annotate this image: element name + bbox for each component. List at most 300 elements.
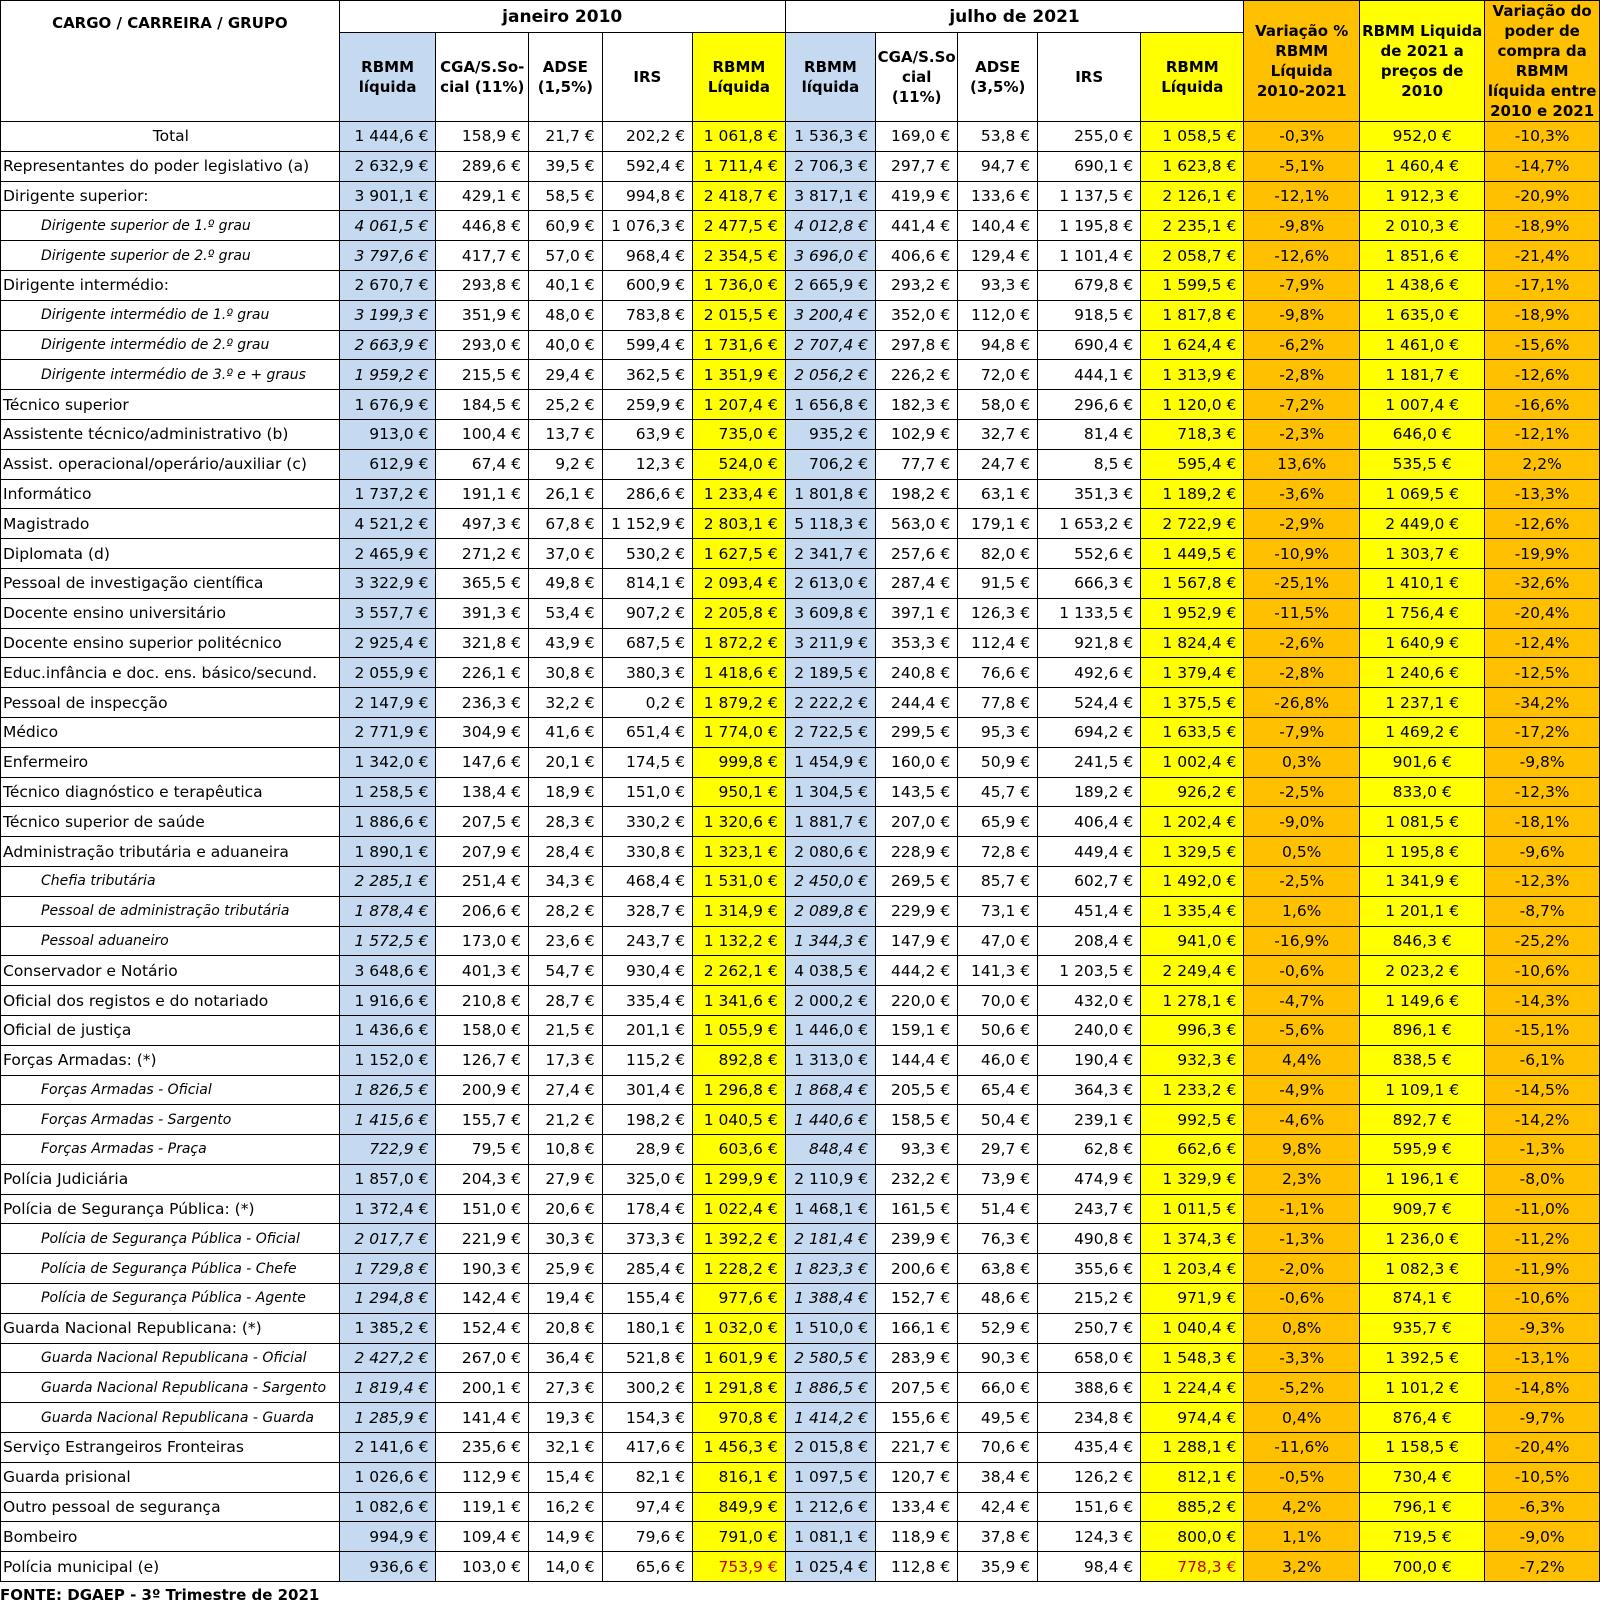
cell-var-poder-compra: -7,2% (1485, 1552, 1600, 1582)
cell-adse-2021: 53,8 € (958, 122, 1038, 152)
cell-cga-2010: 401,3 € (436, 956, 529, 986)
cell-irs-2021: 918,5 € (1038, 300, 1141, 330)
header-rbmm-liquida-2021: RBMM líquida (785, 33, 875, 122)
cell-rbmm-liq-2010: 1 418,6 € (693, 658, 786, 688)
cell-var-poder-compra: -9,6% (1485, 837, 1600, 867)
cell-cga-2021: 353,3 € (876, 628, 958, 658)
table-row (1, 1522, 1600, 1552)
row-label: Dirigente intermédio de 1.º grau (1, 300, 340, 330)
cell-cga-2010: 417,7 € (436, 241, 529, 271)
table-row (1, 241, 1600, 271)
cell-rbmm-liq-2021: 1 011,5 € (1141, 1194, 1244, 1224)
cell-rbmm-liq-2010: 1 531,0 € (693, 866, 786, 896)
cell-rbmm-liq-2021: 1 824,4 € (1141, 628, 1244, 658)
cell-rbmm-liq-2021: 1 040,4 € (1141, 1313, 1244, 1343)
table-row (1, 1015, 1600, 1045)
cell-irs-2010: 198,2 € (602, 1105, 692, 1135)
cell-irs-2010: 151,0 € (602, 777, 692, 807)
cell-adse-2021: 32,7 € (958, 419, 1038, 449)
cell-rbmm-liquida-2010: 1 890,1 € (339, 837, 436, 867)
cell-rbmm-liq-2021: 1 189,2 € (1141, 479, 1244, 509)
cell-adse-2010: 14,9 € (529, 1522, 603, 1552)
cell-cga-2021: 397,1 € (876, 598, 958, 628)
cell-cga-2010: 304,9 € (436, 717, 529, 747)
cell-var-pct: -11,5% (1244, 598, 1360, 628)
cell-cga-2021: 161,5 € (876, 1194, 958, 1224)
cell-irs-2021: 8,5 € (1038, 449, 1141, 479)
cell-rbmm-liquida-2021: 1 868,4 € (785, 1075, 875, 1105)
cell-adse-2021: 112,4 € (958, 628, 1038, 658)
cell-cga-2021: 297,8 € (876, 330, 958, 360)
cell-rbmm-2010-prices: 595,9 € (1360, 1135, 1485, 1165)
cell-irs-2021: 474,9 € (1038, 1164, 1141, 1194)
cell-rbmm-2010-prices: 1 195,8 € (1360, 837, 1485, 867)
cell-rbmm-liq-2010: 1 456,3 € (693, 1433, 786, 1463)
cell-cga-2010: 67,4 € (436, 449, 529, 479)
cell-rbmm-liquida-2021: 1 801,8 € (785, 479, 875, 509)
cell-var-pct: -0,3% (1244, 122, 1360, 152)
cell-irs-2010: 994,8 € (602, 181, 692, 211)
header-cargo: CARGO / CARREIRA / GRUPO (1, 1, 340, 122)
cell-adse-2010: 48,0 € (529, 300, 603, 330)
cell-cga-2021: 77,7 € (876, 449, 958, 479)
cell-cga-2021: 239,9 € (876, 1224, 958, 1254)
cell-rbmm-liq-2010: 1 351,9 € (693, 360, 786, 390)
cell-irs-2021: 364,3 € (1038, 1075, 1141, 1105)
cell-var-pct: -12,1% (1244, 181, 1360, 211)
cell-irs-2010: 687,5 € (602, 628, 692, 658)
cell-rbmm-2010-prices: 1 236,0 € (1360, 1224, 1485, 1254)
cell-var-poder-compra: -13,1% (1485, 1343, 1600, 1373)
cell-irs-2021: 406,4 € (1038, 807, 1141, 837)
cell-irs-2010: 201,1 € (602, 1015, 692, 1045)
cell-var-poder-compra: -9,0% (1485, 1522, 1600, 1552)
cell-var-poder-compra: -15,6% (1485, 330, 1600, 360)
cell-var-pct: -3,6% (1244, 479, 1360, 509)
cell-rbmm-liquida-2010: 2 670,7 € (339, 270, 436, 300)
cell-irs-2010: 651,4 € (602, 717, 692, 747)
cell-rbmm-liquida-2021: 1 097,5 € (785, 1462, 875, 1492)
cell-rbmm-liquida-2010: 3 901,1 € (339, 181, 436, 211)
cell-rbmm-liquida-2010: 1 676,9 € (339, 390, 436, 420)
row-label: Técnico diagnóstico e terapêutica (1, 777, 340, 807)
row-label: Chefia tributária (1, 866, 340, 896)
cell-var-pct: 13,6% (1244, 449, 1360, 479)
cell-adse-2010: 20,1 € (529, 747, 603, 777)
table-row (1, 807, 1600, 837)
cell-rbmm-liq-2010: 1 132,2 € (693, 926, 786, 956)
cell-var-pct: -7,9% (1244, 717, 1360, 747)
table-row (1, 1254, 1600, 1284)
cell-adse-2010: 60,9 € (529, 211, 603, 241)
table-row (1, 1224, 1600, 1254)
cell-rbmm-liq-2021: 2 722,9 € (1141, 509, 1244, 539)
cell-rbmm-liq-2010: 1 341,6 € (693, 986, 786, 1016)
cell-rbmm-2010-prices: 1 640,9 € (1360, 628, 1485, 658)
cell-var-pct: -25,1% (1244, 568, 1360, 598)
cell-rbmm-liquida-2021: 3 696,0 € (785, 241, 875, 271)
cell-rbmm-liquida-2021: 1 414,2 € (785, 1403, 875, 1433)
cell-cga-2010: 173,0 € (436, 926, 529, 956)
cell-irs-2010: 115,2 € (602, 1045, 692, 1075)
cell-adse-2021: 37,8 € (958, 1522, 1038, 1552)
cell-rbmm-liquida-2021: 1 388,4 € (785, 1284, 875, 1314)
cell-adse-2010: 37,0 € (529, 539, 603, 569)
cell-rbmm-liq-2021: 1 335,4 € (1141, 896, 1244, 926)
cell-rbmm-liquida-2021: 1 823,3 € (785, 1254, 875, 1284)
cell-adse-2021: 179,1 € (958, 509, 1038, 539)
cell-rbmm-liquida-2021: 3 817,1 € (785, 181, 875, 211)
table-row (1, 1164, 1600, 1194)
cell-rbmm-liq-2010: 1 879,2 € (693, 688, 786, 718)
header-period-2010: janeiro 2010 (339, 1, 785, 33)
cell-cga-2010: 138,4 € (436, 777, 529, 807)
row-label: Magistrado (1, 509, 340, 539)
cell-adse-2010: 26,1 € (529, 479, 603, 509)
cell-rbmm-liquida-2010: 1 444,6 € (339, 122, 436, 152)
cell-rbmm-liq-2010: 1 774,0 € (693, 717, 786, 747)
cell-irs-2010: 373,3 € (602, 1224, 692, 1254)
cell-rbmm-2010-prices: 1 438,6 € (1360, 270, 1485, 300)
cell-rbmm-2010-prices: 892,7 € (1360, 1105, 1485, 1135)
cell-irs-2010: 968,4 € (602, 241, 692, 271)
cell-rbmm-2010-prices: 796,1 € (1360, 1492, 1485, 1522)
cell-cga-2010: 191,1 € (436, 479, 529, 509)
cell-cga-2021: 158,5 € (876, 1105, 958, 1135)
cell-adse-2021: 141,3 € (958, 956, 1038, 986)
cell-adse-2010: 34,3 € (529, 866, 603, 896)
cell-rbmm-liq-2021: 1 202,4 € (1141, 807, 1244, 837)
row-label: Outro pessoal de segurança (1, 1492, 340, 1522)
table-row (1, 628, 1600, 658)
cell-adse-2021: 76,6 € (958, 658, 1038, 688)
row-label: Dirigente intermédio de 3.º e + graus (1, 360, 340, 390)
cell-adse-2021: 91,5 € (958, 568, 1038, 598)
cell-rbmm-liq-2010: 603,6 € (693, 1135, 786, 1165)
cell-irs-2021: 435,4 € (1038, 1433, 1141, 1463)
cell-rbmm-liquida-2021: 2 341,7 € (785, 539, 875, 569)
cell-cga-2010: 251,4 € (436, 866, 529, 896)
cell-rbmm-liq-2021: 1 374,3 € (1141, 1224, 1244, 1254)
cell-cga-2010: 158,9 € (436, 122, 529, 152)
cell-irs-2010: 301,4 € (602, 1075, 692, 1105)
table-row (1, 181, 1600, 211)
cell-var-poder-compra: -32,6% (1485, 568, 1600, 598)
table-row (1, 509, 1600, 539)
cell-rbmm-liquida-2010: 3 199,3 € (339, 300, 436, 330)
cell-var-pct: 4,2% (1244, 1492, 1360, 1522)
cell-adse-2010: 40,0 € (529, 330, 603, 360)
cell-adse-2010: 16,2 € (529, 1492, 603, 1522)
row-label: Pessoal aduaneiro (1, 926, 340, 956)
table-row (1, 122, 1600, 152)
table-row (1, 717, 1600, 747)
cell-adse-2010: 49,8 € (529, 568, 603, 598)
cell-rbmm-liq-2010: 2 803,1 € (693, 509, 786, 539)
cell-rbmm-liq-2010: 1 055,9 € (693, 1015, 786, 1045)
cell-adse-2010: 17,3 € (529, 1045, 603, 1075)
cell-cga-2010: 112,9 € (436, 1462, 529, 1492)
cell-irs-2021: 552,6 € (1038, 539, 1141, 569)
cell-adse-2010: 29,4 € (529, 360, 603, 390)
cell-var-pct: 1,6% (1244, 896, 1360, 926)
cell-cga-2010: 207,9 € (436, 837, 529, 867)
cell-cga-2010: 147,6 € (436, 747, 529, 777)
cell-rbmm-2010-prices: 874,1 € (1360, 1284, 1485, 1314)
cell-rbmm-liquida-2021: 1 344,3 € (785, 926, 875, 956)
cell-cga-2010: 497,3 € (436, 509, 529, 539)
row-label: Forças Armadas: (*) (1, 1045, 340, 1075)
cell-adse-2021: 82,0 € (958, 539, 1038, 569)
cell-irs-2010: 300,2 € (602, 1373, 692, 1403)
cell-rbmm-2010-prices: 1 069,5 € (1360, 479, 1485, 509)
cell-var-pct: -9,0% (1244, 807, 1360, 837)
cell-rbmm-liquida-2021: 1 304,5 € (785, 777, 875, 807)
table-row (1, 747, 1600, 777)
cell-rbmm-liquida-2010: 1 959,2 € (339, 360, 436, 390)
cell-rbmm-liquida-2021: 3 609,8 € (785, 598, 875, 628)
cell-var-pct: -2,3% (1244, 419, 1360, 449)
cell-rbmm-liq-2010: 1 601,9 € (693, 1343, 786, 1373)
cell-rbmm-liq-2021: 1 952,9 € (1141, 598, 1244, 628)
cell-var-pct: -5,1% (1244, 151, 1360, 181)
cell-irs-2010: 285,4 € (602, 1254, 692, 1284)
cell-var-poder-compra: -6,3% (1485, 1492, 1600, 1522)
cell-rbmm-liquida-2010: 1 285,9 € (339, 1403, 436, 1433)
cell-rbmm-liq-2010: 849,9 € (693, 1492, 786, 1522)
table-row (1, 598, 1600, 628)
cell-irs-2021: 98,4 € (1038, 1552, 1141, 1582)
cell-cga-2021: 155,6 € (876, 1403, 958, 1433)
cell-adse-2010: 41,6 € (529, 717, 603, 747)
table-row (1, 1313, 1600, 1343)
cell-adse-2010: 32,2 € (529, 688, 603, 718)
cell-rbmm-liq-2010: 753,9 € (693, 1552, 786, 1582)
cell-var-poder-compra: -19,9% (1485, 539, 1600, 569)
row-label: Oficial de justiça (1, 1015, 340, 1045)
cell-adse-2010: 21,2 € (529, 1105, 603, 1135)
cell-rbmm-liq-2021: 662,6 € (1141, 1135, 1244, 1165)
row-label: Pessoal de investigação científica (1, 568, 340, 598)
cell-irs-2010: 243,7 € (602, 926, 692, 956)
cell-irs-2010: 0,2 € (602, 688, 692, 718)
cell-rbmm-liquida-2010: 1 729,8 € (339, 1254, 436, 1284)
cell-adse-2021: 133,6 € (958, 181, 1038, 211)
cell-cga-2010: 158,0 € (436, 1015, 529, 1045)
cell-adse-2021: 58,0 € (958, 390, 1038, 420)
cell-var-poder-compra: -11,0% (1485, 1194, 1600, 1224)
cell-var-pct: -2,0% (1244, 1254, 1360, 1284)
cell-rbmm-liq-2021: 1 224,4 € (1141, 1373, 1244, 1403)
cell-adse-2010: 15,4 € (529, 1462, 603, 1492)
row-label: Dirigente intermédio: (1, 270, 340, 300)
cell-var-poder-compra: -14,7% (1485, 151, 1600, 181)
cell-var-pct: -2,9% (1244, 509, 1360, 539)
cell-var-pct: -12,6% (1244, 241, 1360, 271)
cell-cga-2010: 226,1 € (436, 658, 529, 688)
cell-cga-2010: 289,6 € (436, 151, 529, 181)
cell-var-pct: 0,3% (1244, 747, 1360, 777)
cell-adse-2021: 47,0 € (958, 926, 1038, 956)
cell-cga-2010: 200,9 € (436, 1075, 529, 1105)
cell-rbmm-liquida-2021: 2 722,5 € (785, 717, 875, 747)
cell-cga-2021: 198,2 € (876, 479, 958, 509)
cell-rbmm-2010-prices: 935,7 € (1360, 1313, 1485, 1343)
cell-cga-2021: 240,8 € (876, 658, 958, 688)
cell-irs-2021: 190,4 € (1038, 1045, 1141, 1075)
table-row (1, 986, 1600, 1016)
cell-rbmm-liquida-2010: 612,9 € (339, 449, 436, 479)
cell-rbmm-liquida-2021: 1 454,9 € (785, 747, 875, 777)
table-row (1, 1373, 1600, 1403)
cell-adse-2021: 93,3 € (958, 270, 1038, 300)
cell-rbmm-liquida-2010: 1 737,2 € (339, 479, 436, 509)
table-row (1, 1075, 1600, 1105)
cell-rbmm-2010-prices: 1 196,1 € (1360, 1164, 1485, 1194)
cell-cga-2021: 102,9 € (876, 419, 958, 449)
row-label: Educ.infância e doc. ens. básico/secund. (1, 658, 340, 688)
cell-rbmm-liq-2021: 1 599,5 € (1141, 270, 1244, 300)
cell-rbmm-liquida-2010: 2 147,9 € (339, 688, 436, 718)
cell-rbmm-liq-2010: 2 015,5 € (693, 300, 786, 330)
row-label: Médico (1, 717, 340, 747)
cell-rbmm-liquida-2021: 1 510,0 € (785, 1313, 875, 1343)
cell-adse-2021: 76,3 € (958, 1224, 1038, 1254)
cell-rbmm-liquida-2021: 2 222,2 € (785, 688, 875, 718)
cell-rbmm-liq-2010: 970,8 € (693, 1403, 786, 1433)
cell-cga-2010: 446,8 € (436, 211, 529, 241)
cell-cga-2021: 182,3 € (876, 390, 958, 420)
cell-rbmm-liq-2010: 1 731,6 € (693, 330, 786, 360)
cell-var-poder-compra: -14,5% (1485, 1075, 1600, 1105)
cell-cga-2010: 236,3 € (436, 688, 529, 718)
cell-cga-2021: 226,2 € (876, 360, 958, 390)
cell-rbmm-liq-2021: 971,9 € (1141, 1284, 1244, 1314)
cell-cga-2021: 444,2 € (876, 956, 958, 986)
cell-rbmm-2010-prices: 1 201,1 € (1360, 896, 1485, 926)
cell-rbmm-2010-prices: 876,4 € (1360, 1403, 1485, 1433)
cell-irs-2010: 814,1 € (602, 568, 692, 598)
cell-var-pct: -2,6% (1244, 628, 1360, 658)
cell-irs-2021: 451,4 € (1038, 896, 1141, 926)
cell-rbmm-liq-2021: 595,4 € (1141, 449, 1244, 479)
table-body (1, 122, 1600, 1582)
cell-var-pct: -4,6% (1244, 1105, 1360, 1135)
cell-cga-2021: 563,0 € (876, 509, 958, 539)
cell-rbmm-liquida-2010: 2 055,9 € (339, 658, 436, 688)
cell-rbmm-2010-prices: 846,3 € (1360, 926, 1485, 956)
cell-rbmm-liq-2021: 941,0 € (1141, 926, 1244, 956)
cell-rbmm-liquida-2010: 1 572,5 € (339, 926, 436, 956)
cell-adse-2021: 50,6 € (958, 1015, 1038, 1045)
table-row (1, 211, 1600, 241)
cell-rbmm-2010-prices: 646,0 € (1360, 419, 1485, 449)
cell-rbmm-liquida-2010: 3 557,7 € (339, 598, 436, 628)
cell-adse-2010: 21,5 € (529, 1015, 603, 1045)
cell-rbmm-2010-prices: 952,0 € (1360, 122, 1485, 152)
cell-rbmm-liquida-2010: 1 258,5 € (339, 777, 436, 807)
row-label: Guarda Nacional Republicana - Oficial (1, 1343, 340, 1373)
header-irs-2010: IRS (602, 33, 692, 122)
row-label: Docente ensino superior politécnico (1, 628, 340, 658)
cell-rbmm-liquida-2021: 706,2 € (785, 449, 875, 479)
cell-cga-2010: 100,4 € (436, 419, 529, 449)
cell-adse-2021: 72,0 € (958, 360, 1038, 390)
cell-cga-2021: 299,5 € (876, 717, 958, 747)
row-label: Dirigente intermédio de 2.º grau (1, 330, 340, 360)
cell-var-poder-compra: -12,1% (1485, 419, 1600, 449)
cell-rbmm-2010-prices: 1 149,6 € (1360, 986, 1485, 1016)
cell-cga-2021: 160,0 € (876, 747, 958, 777)
row-label: Técnico superior (1, 390, 340, 420)
cell-rbmm-liq-2021: 718,3 € (1141, 419, 1244, 449)
cell-adse-2010: 9,2 € (529, 449, 603, 479)
cell-cga-2010: 103,0 € (436, 1552, 529, 1582)
row-label: Guarda Nacional Republicana - Sargento (1, 1373, 340, 1403)
cell-rbmm-2010-prices: 896,1 € (1360, 1015, 1485, 1045)
cell-rbmm-liq-2010: 2 418,7 € (693, 181, 786, 211)
cell-irs-2021: 679,8 € (1038, 270, 1141, 300)
cell-irs-2021: 658,0 € (1038, 1343, 1141, 1373)
cell-irs-2010: 325,0 € (602, 1164, 692, 1194)
cell-irs-2021: 490,8 € (1038, 1224, 1141, 1254)
cell-var-poder-compra: -14,2% (1485, 1105, 1600, 1135)
cell-cga-2021: 297,7 € (876, 151, 958, 181)
cell-irs-2010: 63,9 € (602, 419, 692, 449)
cell-adse-2021: 94,8 € (958, 330, 1038, 360)
cell-adse-2021: 126,3 € (958, 598, 1038, 628)
cell-var-poder-compra: -11,2% (1485, 1224, 1600, 1254)
cell-var-poder-compra: -1,3% (1485, 1135, 1600, 1165)
cell-var-pct: 9,8% (1244, 1135, 1360, 1165)
cell-rbmm-liq-2021: 1 375,5 € (1141, 688, 1244, 718)
cell-var-poder-compra: -34,2% (1485, 688, 1600, 718)
cell-var-pct: -0,5% (1244, 1462, 1360, 1492)
cell-rbmm-liquida-2021: 5 118,3 € (785, 509, 875, 539)
cell-irs-2010: 65,6 € (602, 1552, 692, 1582)
row-label: Informático (1, 479, 340, 509)
cell-rbmm-liquida-2010: 4 521,2 € (339, 509, 436, 539)
cell-cga-2021: 352,0 € (876, 300, 958, 330)
cell-rbmm-liq-2010: 892,8 € (693, 1045, 786, 1075)
cell-var-poder-compra: -20,4% (1485, 1433, 1600, 1463)
table-row (1, 926, 1600, 956)
cell-irs-2010: 286,6 € (602, 479, 692, 509)
cell-adse-2010: 43,9 € (529, 628, 603, 658)
row-label: Administração tributária e aduaneira (1, 837, 340, 867)
cell-rbmm-liq-2010: 950,1 € (693, 777, 786, 807)
cell-var-pct: -7,2% (1244, 390, 1360, 420)
cell-rbmm-liquida-2021: 1 468,1 € (785, 1194, 875, 1224)
cell-adse-2010: 10,8 € (529, 1135, 603, 1165)
cell-rbmm-2010-prices: 1 851,6 € (1360, 241, 1485, 271)
cell-rbmm-liq-2010: 816,1 € (693, 1462, 786, 1492)
header-irs-2021: IRS (1038, 33, 1141, 122)
cell-rbmm-liquida-2021: 4 012,8 € (785, 211, 875, 241)
cell-rbmm-2010-prices: 838,5 € (1360, 1045, 1485, 1075)
row-label: Dirigente superior: (1, 181, 340, 211)
header-rbmm-liq-2010: RBMM Líquida (693, 33, 786, 122)
cell-cga-2021: 118,9 € (876, 1522, 958, 1552)
row-label: Forças Armadas - Sargento (1, 1105, 340, 1135)
cell-cga-2010: 429,1 € (436, 181, 529, 211)
table-row (1, 330, 1600, 360)
cell-rbmm-liq-2010: 1 299,9 € (693, 1164, 786, 1194)
table-row (1, 777, 1600, 807)
cell-rbmm-2010-prices: 1 240,6 € (1360, 658, 1485, 688)
cell-irs-2010: 521,8 € (602, 1343, 692, 1373)
cell-var-poder-compra: -12,4% (1485, 628, 1600, 658)
